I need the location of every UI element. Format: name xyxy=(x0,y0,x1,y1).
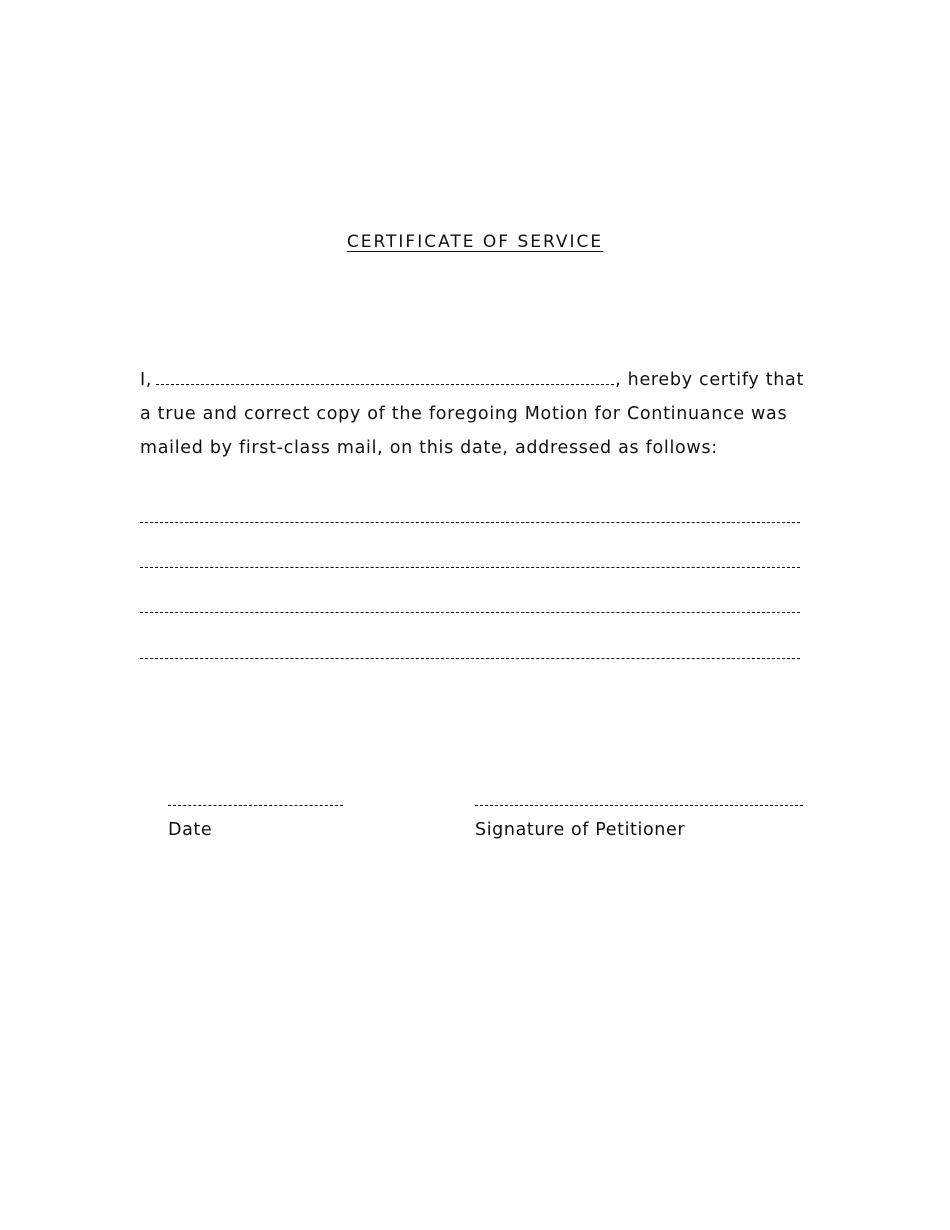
certification-prefix: I, xyxy=(140,370,153,390)
address-blank-line-1[interactable] xyxy=(140,522,800,523)
certification-line-2: a true and correct copy of the foregoing Motion for Continuance was xyxy=(140,404,788,424)
name-blank-line[interactable] xyxy=(156,383,614,385)
address-blank-line-2[interactable] xyxy=(140,567,800,568)
signature-blank-line[interactable] xyxy=(475,805,803,806)
date-blank-line[interactable] xyxy=(168,805,343,806)
certification-line-1 xyxy=(140,363,820,397)
signature-label: Signature of Petitioner xyxy=(475,820,686,840)
certification-line-3: mailed by first-class mail, on this date, addressed as follows: xyxy=(140,438,718,458)
page-title: CERTIFICATE OF SERVICE xyxy=(346,232,604,252)
certification-suffix: , hereby certify that xyxy=(615,370,805,390)
date-label: Date xyxy=(168,820,213,840)
address-blank-line-4[interactable] xyxy=(140,658,800,659)
address-blank-line-3[interactable] xyxy=(140,612,800,613)
